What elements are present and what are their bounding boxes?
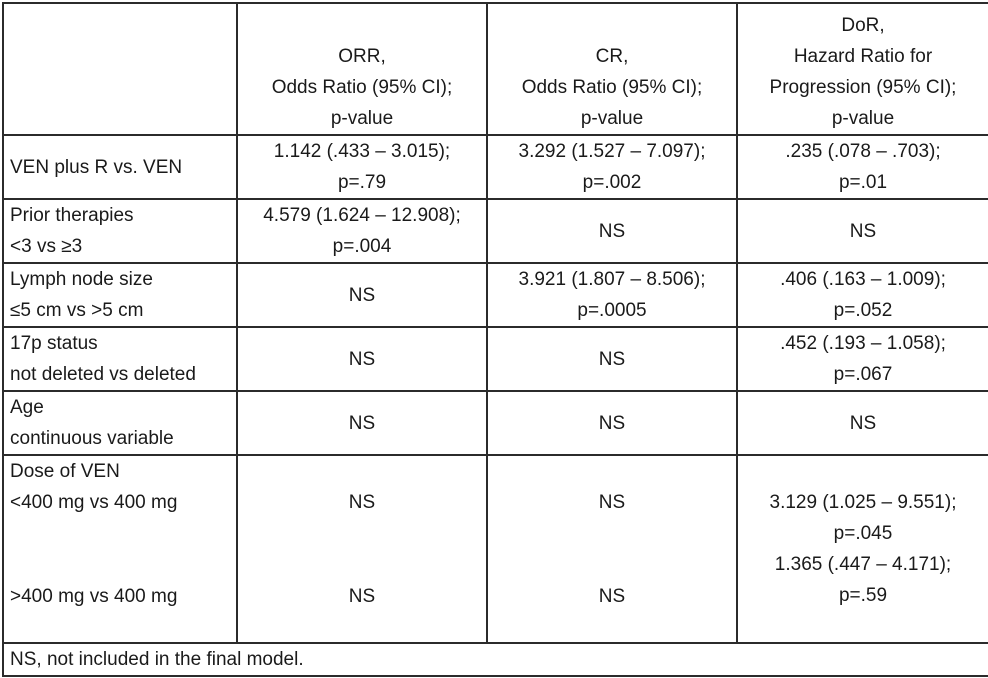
dor-cell: NS [737,199,988,263]
table-row [3,327,988,391]
header-cr: CR, Odds Ratio (95% CI); p-value [487,3,737,135]
orr-cell: NS NS [237,455,487,643]
row-label: Age continuous variable [3,391,237,455]
cr-cell: NS [487,391,737,455]
orr-cell: 1.142 (.433 – 3.015); p=.79 [237,135,487,199]
orr-cell: NS [237,263,487,327]
orr-cell: NS [237,391,487,455]
table-row [3,135,988,199]
row-label: VEN plus R vs. VEN [3,135,237,199]
table-row [3,199,988,263]
footnote-row [3,643,988,676]
cr-cell: 3.921 (1.807 – 8.506); p=.0005 [487,263,737,327]
dor-cell: .452 (.193 – 1.058); p=.067 [737,327,988,391]
orr-cell: 4.579 (1.624 – 12.908); p=.004 [237,199,487,263]
cr-cell: NS NS [487,455,737,643]
header-empty-cell [3,3,237,135]
row-label: Dose of VEN <400 mg vs 400 mg >400 mg vs 400 mg [3,455,237,643]
dor-cell: .235 (.078 – .703); p=.01 [737,135,988,199]
dor-cell: .406 (.163 – 1.009); p=.052 [737,263,988,327]
header-row [3,3,988,135]
table-row [3,455,988,643]
results-table [2,2,988,677]
footnote: NS, not included in the final model. [3,643,988,676]
cr-cell: NS [487,199,737,263]
table-row [3,263,988,327]
dor-cell: NS [737,391,988,455]
orr-cell: NS [237,327,487,391]
header-dor: DoR, Hazard Ratio for Progression (95% CI); p-value [737,3,988,135]
row-label: 17p status not deleted vs deleted [3,327,237,391]
cr-cell: NS [487,327,737,391]
table-row [3,391,988,455]
cr-cell: 3.292 (1.527 – 7.097); p=.002 [487,135,737,199]
row-label: Prior therapies <3 vs ≥3 [3,199,237,263]
dor-cell: 3.129 (1.025 – 9.551); p=.045 1.365 (.447 – 4.171); p=.59 [737,455,988,643]
header-orr: ORR, Odds Ratio (95% CI); p-value [237,3,487,135]
row-label: Lymph node size ≤5 cm vs >5 cm [3,263,237,327]
